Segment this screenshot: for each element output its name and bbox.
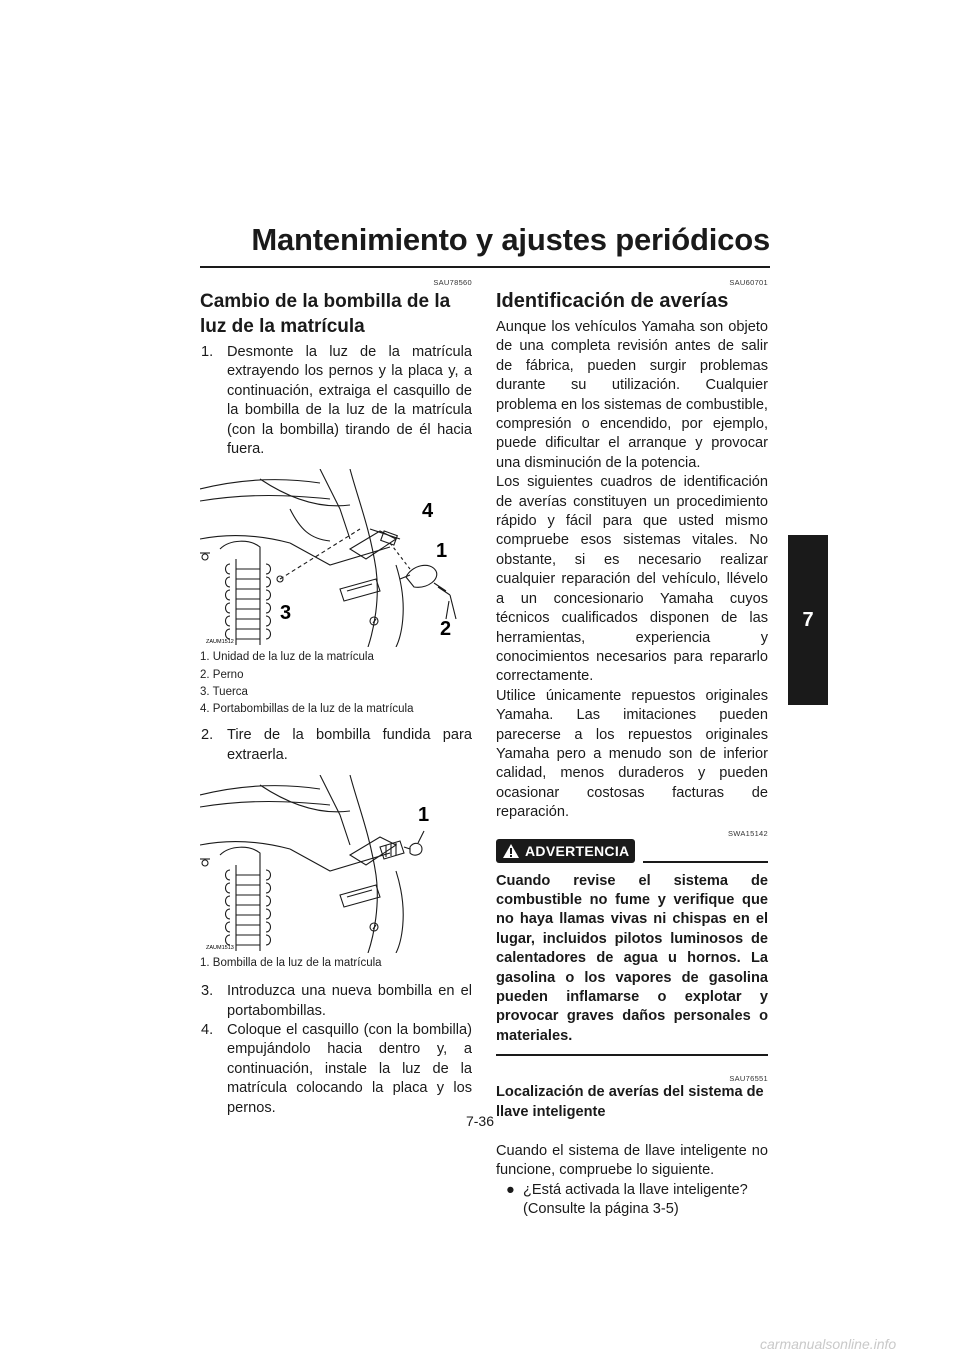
figure-label: 4 — [422, 500, 434, 523]
figure-code: ZAUM1512 — [206, 639, 234, 646]
caption: 2. Perno — [200, 668, 244, 681]
warning-text: Cuando revise el sistema de combustible no fume y verifique que no haya llamas vivas ni chispas en el lugar, incluidos pilotos luminosos de calentadores de agua u hornos. La gasolina o los vapores de gasolina pueden inflamarse o explotar y provocar graves daños personales o materiales. — [496, 872, 768, 1044]
step-text: Coloque el casquillo (con la bombilla) empujándolo hacia dentro y, a continuación, instale la luz de la matrícula colocando la placa y los pernos. — [227, 1022, 472, 1116]
bulb-illustration — [200, 775, 472, 953]
left-column — [200, 272, 472, 1118]
step-text: Desmonte la luz de la matrícula extrayendo los pernos y la placa y, a continuación, extraiga el casquillo de la bombilla de la luz de la matrícula (con la bombilla) tirando de él hacia fuera. — [227, 344, 472, 458]
license-light-illustration — [200, 469, 472, 647]
chapter-tab: 7 — [788, 535, 828, 705]
warning-triangle-icon — [502, 843, 520, 859]
figure-label: 1 — [436, 540, 448, 563]
bullet-icon: ● — [506, 1181, 515, 1198]
paragraph: Cuando el sistema de llave inteligente no funcione, compruebe lo siguiente. — [496, 1143, 768, 1179]
section-code: SAU78560 — [433, 278, 472, 287]
watermark: carmanualsonline.info — [760, 1336, 897, 1352]
warning-rule — [643, 861, 768, 863]
step-1 — [200, 343, 472, 459]
figure-bulb — [200, 775, 472, 953]
paragraph: Los siguientes cuadros de identificación de averías constituyen un procedimiento rápido y fácil para que usted mismo compruebe esos sistemas vitales. No obstante, si es necesario realizar cualquier reparación del vehículo, llévelo a un concesionario Yamaha cuyos técnicos cualificados disponen de las herramientas, experiencia y conocimientos necesarios para repararlo correctamente. — [496, 474, 768, 685]
figure-label: 2 — [440, 618, 452, 641]
warning-header — [496, 838, 768, 864]
caption: 1. Unidad de la luz de la matrícula — [200, 651, 374, 664]
figure-code: ZAUM1513 — [206, 945, 234, 952]
header-rule — [200, 266, 770, 268]
step-text: Introduzca una nueva bombilla en el portabombillas. — [227, 983, 472, 1019]
warning-code: SWA15142 — [727, 828, 768, 838]
paragraph: Aunque los vehículos Yamaha son objeto de una completa revisión antes de salir de fábrica, pueden surgir problemas durante su utilización. Cualquier problema en los sistemas de combustible, compresión o encendido, por ejemplo, puede dificultar el arranque y provocar una disminución de la potencia. — [496, 319, 768, 471]
step-text: Tire de la bombilla fundida para extraerla. — [227, 727, 472, 763]
subsection-title-smart-key: Localización de averías del sistema de llave inteligente — [496, 1084, 764, 1120]
figure-label: 3 — [280, 602, 292, 625]
right-column — [496, 272, 768, 1220]
step-number: 1. — [201, 344, 214, 360]
warning-label: ADVERTENCIA — [525, 842, 630, 859]
paragraph: Utilice únicamente repuestos originales Yamaha. Las imitaciones pueden parecerse a los repuestos originales Yamaha pero a menudo son de inferior calidad, menos duraderos y pueden ocasionar costosas facturas de reparación. — [496, 687, 768, 821]
figure-label: 1 — [418, 804, 430, 827]
caption: 3. Tuerca — [200, 685, 248, 698]
section-code: SAU60701 — [729, 278, 768, 287]
step-number: 3. — [201, 983, 214, 1000]
step-2 — [200, 726, 472, 765]
section-title-troubleshooting: Identificación de averías — [496, 290, 729, 312]
caption: 4. Portabombillas de la luz de la matrícula — [200, 703, 414, 716]
bullet-text: ¿Está activada la llave inteligente? (Consulte la página 3-5) — [523, 1181, 748, 1218]
step-4 — [200, 1021, 472, 1118]
section-title-bulb: Cambio de la bombilla de la luz de la matrícula — [200, 291, 451, 337]
warning-badge — [496, 839, 635, 863]
caption: 1. Bombilla de la luz de la matrícula — [200, 957, 382, 970]
warning-box — [496, 829, 768, 1057]
step-number: 2. — [201, 727, 214, 744]
bullet-item — [496, 1181, 768, 1220]
page-number: 7-36 — [465, 1113, 495, 1129]
step-3 — [200, 982, 472, 1021]
page-title: Mantenimiento y ajustes periódicos — [251, 222, 770, 257]
step-number: 4. — [201, 1022, 214, 1039]
warning-rule-bottom — [496, 1054, 768, 1056]
section-code: SAU76551 — [729, 1074, 768, 1084]
figure-license-light — [200, 469, 472, 647]
